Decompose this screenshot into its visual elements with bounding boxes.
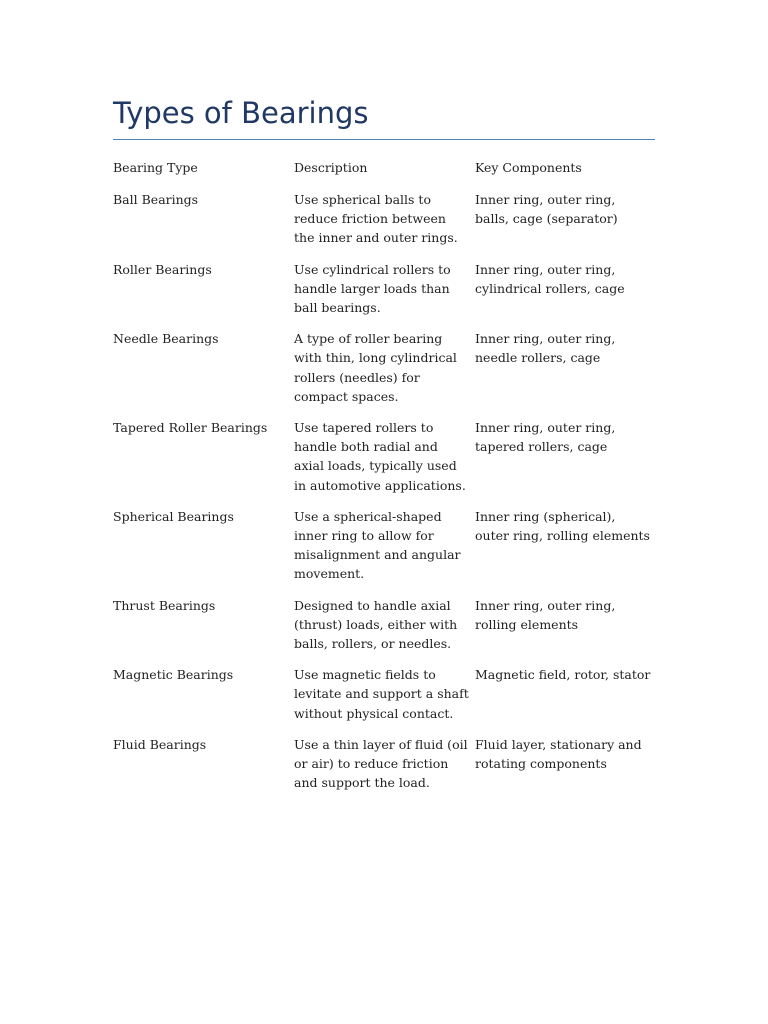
bearing-type-cell: Tapered Roller Bearings bbox=[113, 420, 268, 436]
components-cell: Inner ring, outer ring, cylindrical rollers, cage bbox=[475, 261, 625, 296]
table-header-row bbox=[113, 158, 658, 190]
bearing-type-cell: Roller Bearings bbox=[113, 261, 212, 277]
description-cell: Use spherical balls to reduce friction between the inner and outer rings. bbox=[294, 192, 458, 246]
bearing-type-cell: Fluid Bearings bbox=[113, 736, 207, 752]
table-row bbox=[113, 507, 658, 584]
components-cell: Inner ring, outer ring, tapered rollers, cage bbox=[475, 420, 616, 455]
description-cell: Use a thin layer of fluid (oil or air) to reduce friction and support the load. bbox=[294, 736, 468, 791]
bearings-table bbox=[113, 158, 658, 804]
bearing-type-cell: Spherical Bearings bbox=[113, 508, 234, 524]
header-bearing-type: Bearing Type bbox=[113, 160, 198, 175]
components-cell: Inner ring, outer ring, rolling elements bbox=[475, 597, 616, 632]
bearing-type-cell: Thrust Bearings bbox=[113, 597, 216, 613]
table-row bbox=[113, 665, 658, 723]
table-row bbox=[113, 260, 658, 318]
components-cell: Fluid layer, stationary and rotating components bbox=[475, 736, 642, 772]
components-cell: Inner ring, outer ring, needle rollers, cage bbox=[475, 331, 616, 366]
header-description: Description bbox=[294, 160, 368, 175]
header-key-components: Key Components bbox=[475, 160, 582, 175]
description-cell: A type of roller bearing with thin, long cylindrical rollers (needles) for compact spaces. bbox=[294, 331, 457, 404]
description-cell: Use cylindrical rollers to handle larger loads than ball bearings. bbox=[294, 261, 451, 316]
bearing-type-cell: Ball Bearings bbox=[113, 192, 199, 207]
description-cell: Use tapered rollers to handle both radial and axial loads, typically used in automotive applications. bbox=[294, 420, 466, 493]
bearing-type-cell: Magnetic Bearings bbox=[113, 667, 234, 683]
page-title: Types of Bearings bbox=[113, 96, 369, 130]
bearing-type-cell: Needle Bearings bbox=[113, 331, 219, 347]
table-row bbox=[113, 190, 658, 248]
description-cell: Use a spherical-shaped inner ring to allow for misalignment and angular movement. bbox=[294, 508, 461, 582]
description-cell: Designed to handle axial (thrust) loads, either with balls, rollers, or needles. bbox=[294, 597, 458, 652]
table-row bbox=[113, 596, 658, 654]
components-cell: Inner ring (spherical), outer ring, rolling elements bbox=[475, 508, 650, 544]
title-underline bbox=[113, 139, 655, 140]
table-row bbox=[113, 735, 658, 793]
components-cell: Inner ring, outer ring, balls, cage (separator) bbox=[475, 192, 618, 227]
description-cell: Use magnetic fields to levitate and support a shaft without physical contact. bbox=[294, 667, 469, 721]
table-row bbox=[113, 418, 658, 495]
components-cell: Magnetic field, rotor, stator bbox=[475, 667, 651, 683]
table-row bbox=[113, 329, 658, 406]
